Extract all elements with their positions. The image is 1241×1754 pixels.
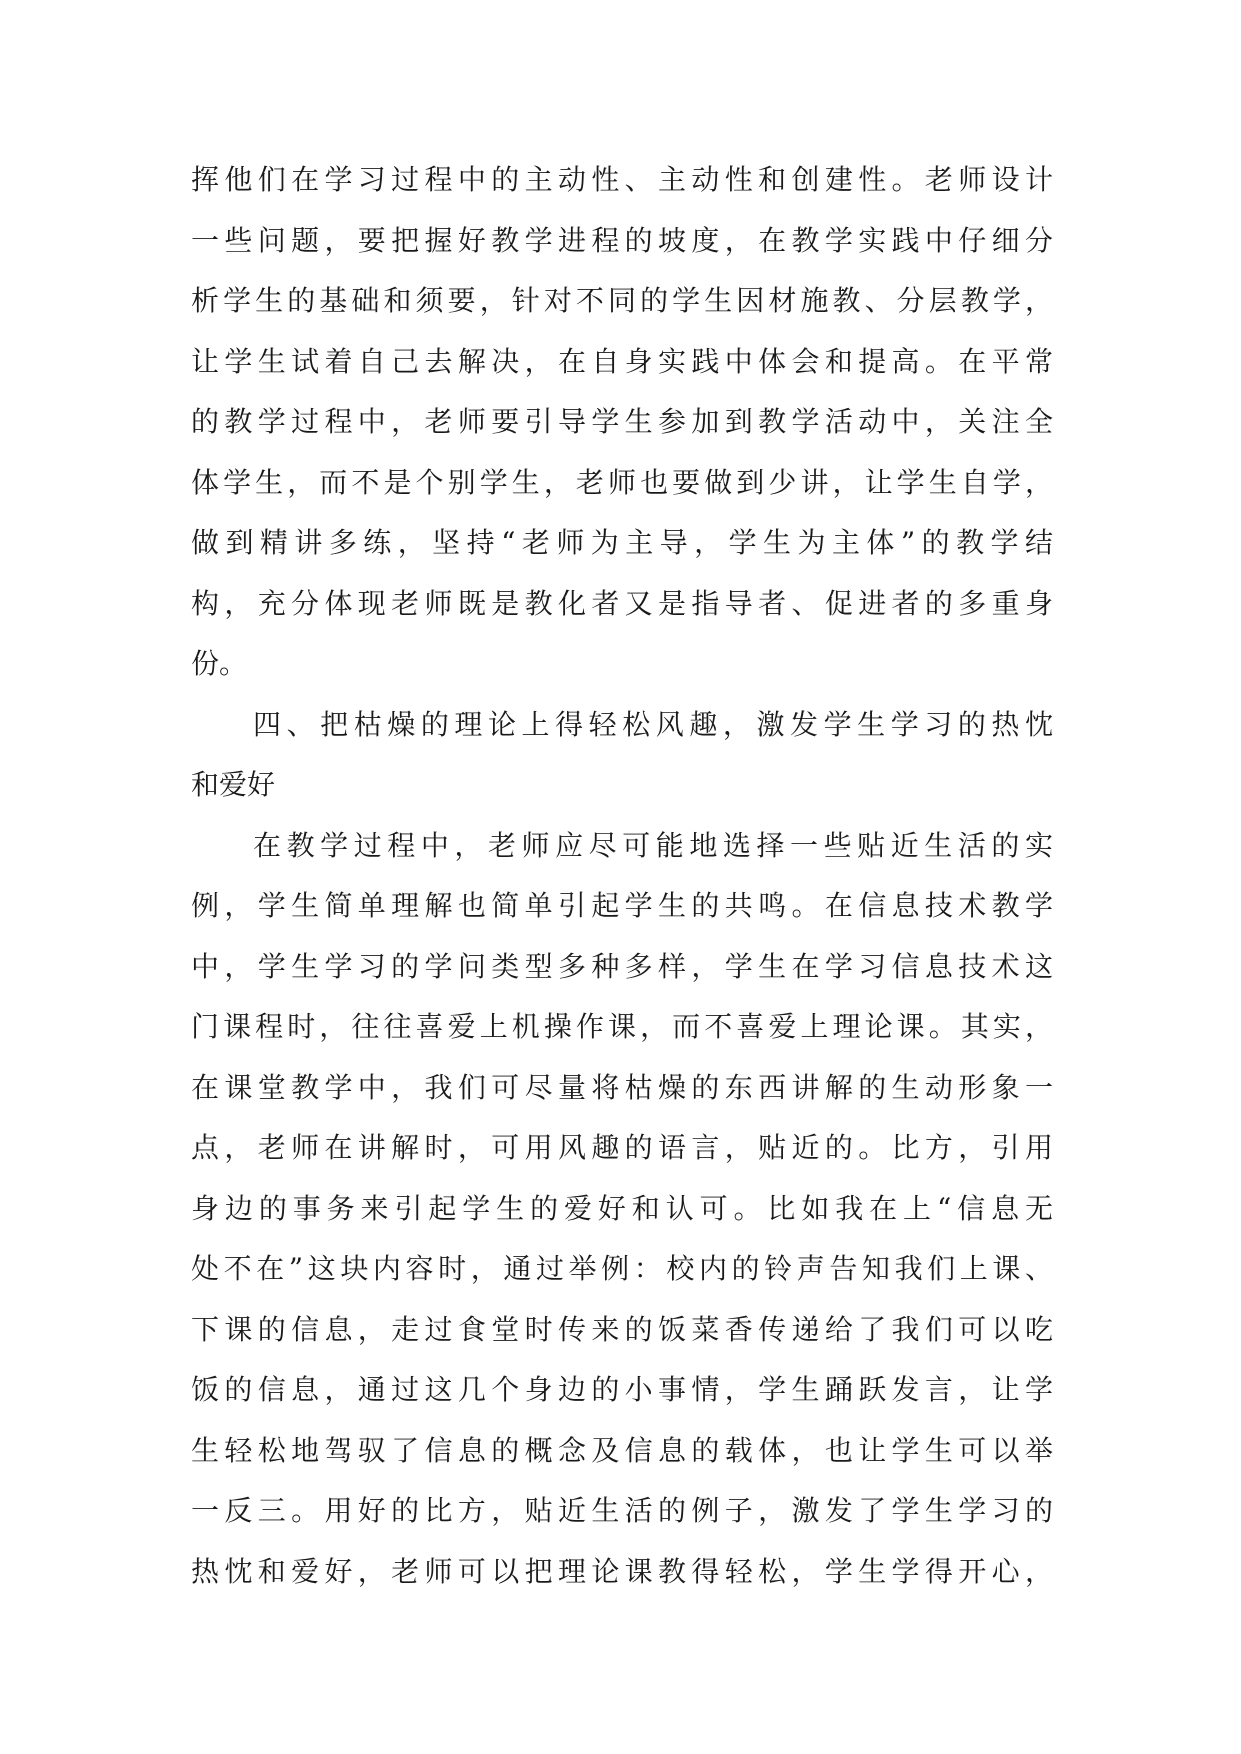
text-line: 挥他们在学习过程中的主动性、主动性和创建性。老师设计	[191, 163, 1053, 196]
text-line: 处不在”这块内容时，通过举例：校内的铃声告知我们上课、	[191, 1252, 1053, 1285]
text-line: 体学生，而不是个别学生，老师也要做到少讲，让学生自学，	[191, 465, 1053, 499]
text-line: 在课堂教学中，我们可尽量将枯燥的东西讲解的生动形象一	[191, 1070, 1053, 1104]
text-line: 一反三。用好的比方，贴近生活的例子，激发了学生学习的	[191, 1494, 1053, 1527]
text-line: 一些问题，要把握好教学进程的坡度，在教学实践中仔细分	[191, 223, 1053, 257]
text-line: 热忱和爱好，老师可以把理论课教得轻松，学生学得开心，	[191, 1554, 1053, 1588]
text-line: 份。	[191, 647, 248, 680]
text-line: 饭的信息，通过这几个身边的小事情，学生踊跃发言，让学	[191, 1373, 1053, 1406]
section-heading: 四、把枯燥的理论上得轻松风趣，激发学生学习的热忱	[253, 707, 1053, 741]
text-line: 做到精讲多练，坚持“老师为主导，学生为主体”的教学结	[191, 526, 1053, 559]
text-line: 下课的信息，走过食堂时传来的饭菜香传递给了我们可以吃	[191, 1312, 1053, 1346]
text-line: 在教学过程中，老师应尽可能地选择一些贴近生活的实	[253, 828, 1053, 862]
text-line: 例，学生简单理解也简单引起学生的共鸣。在信息技术教学	[191, 889, 1053, 922]
text-line: 门课程时，往往喜爱上机操作课，而不喜爱上理论课。其实，	[191, 1010, 1053, 1043]
text-line: 构，充分体现老师既是教化者又是指导者、促进者的多重身	[191, 586, 1053, 620]
text-line: 生轻松地驾驭了信息的概念及信息的载体，也让学生可以举	[191, 1433, 1053, 1467]
text-line: 中，学生学习的学问类型多种多样，学生在学习信息技术这	[191, 949, 1053, 983]
text-line: 点，老师在讲解时，可用风趣的语言，贴近的。比方，引用	[191, 1131, 1053, 1164]
text-line: 析学生的基础和须要，针对不同的学生因材施教、分层教学，	[191, 284, 1053, 317]
text-line: 的教学过程中，老师要引导学生参加到教学活动中，关注全	[191, 405, 1053, 438]
text-line: 身边的事务来引起学生的爱好和认可。比如我在上“信息无	[191, 1191, 1053, 1225]
body-text	[191, 150, 1053, 1602]
text-line: 让学生试着自己去解决，在自身实践中体会和提高。在平常	[191, 344, 1053, 378]
section-heading: 和爱好	[191, 768, 276, 801]
